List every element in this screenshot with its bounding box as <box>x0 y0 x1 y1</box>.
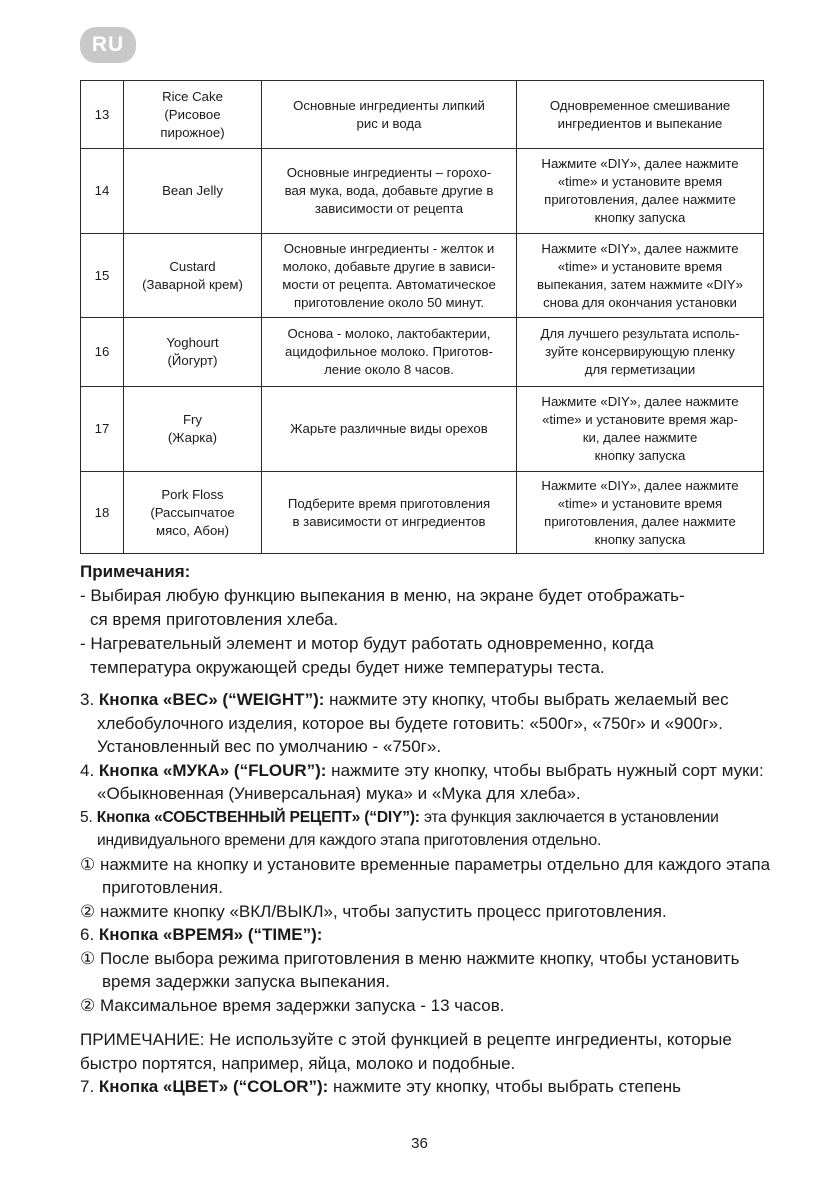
row-action: Для лучшего результата исполь- зуйте консервирующую пленку для герметизации <box>517 318 764 387</box>
row-ingredients: Основные ингредиенты липкий рис и вода <box>262 81 517 149</box>
section-number: 7. <box>80 1077 99 1096</box>
program-table <box>80 80 764 554</box>
notes-section <box>80 560 780 680</box>
row-number: 14 <box>81 149 124 234</box>
row-action: Нажмите «DIY», далее нажмите «time» и установите время жар- ки, далее нажмите кнопку запуска <box>517 387 764 472</box>
weight-button-title: Кнопка «ВЕС» (“WEIGHT”): <box>98 690 325 709</box>
section-number: 4. <box>80 760 99 780</box>
notes-title: Примечания: <box>80 562 191 581</box>
diy-step: ② нажмите кнопку «ВКЛ/ВЫКЛ», чтобы запустить процесс приготовления. <box>80 901 667 921</box>
row-number: 17 <box>81 387 124 472</box>
row-ingredients: Основные ингредиенты - желток и молоко, добавьте другие в зависи- мости от рецепта. Автоматическое приготовление около 50 минут. <box>262 234 517 318</box>
time-step: ② Максимальное время задержки запуска - 13 часов. <box>80 995 505 1015</box>
row-program-name: Bean Jelly <box>124 149 262 234</box>
note-item: - Выбирая любую функцию выпекания в меню, на экране будет отображать- ся время приготовления хлеба. <box>80 586 685 629</box>
row-program-name: Custard (Заварной крем) <box>124 234 262 318</box>
section-number: 5. <box>80 808 97 826</box>
section-number: 6. <box>80 925 99 944</box>
row-number: 15 <box>81 234 124 318</box>
row-ingredients: Жарьте различные виды орехов <box>262 387 517 472</box>
row-program-name: Yoghourt (Йогурт) <box>124 318 262 387</box>
row-program-name: Fry (Жарка) <box>124 387 262 472</box>
table-row <box>81 81 764 149</box>
table-row <box>81 472 764 554</box>
page-number: 36 <box>411 1135 428 1152</box>
note-paragraph: ПРИМЕЧАНИЕ: Не используйте с этой функцией в рецепте ингредиенты, которые быстро портятся, например, яйца, молоко и подобные. <box>80 1030 732 1073</box>
row-ingredients: Подберите время приготовления в зависимости от ингредиентов <box>262 472 517 554</box>
language-badge: RU <box>80 27 136 63</box>
table-row <box>81 387 764 472</box>
row-action: Одновременное смешивание ингредиентов и выпекание <box>517 81 764 149</box>
time-button-title: Кнопка «ВРЕМЯ» (“TIME”): <box>98 925 323 944</box>
row-program-name: Pork Floss (Рассыпчатое мясо, Абон) <box>124 472 262 554</box>
row-number: 16 <box>81 318 124 387</box>
diy-button-title: Кнопка «СОБСТВЕННЫЙ РЕЦЕПТ» (“DIY”): <box>96 808 420 826</box>
button-descriptions <box>80 688 780 1099</box>
diy-section <box>80 806 780 853</box>
row-action: Нажмите «DIY», далее нажмите «time» и установите время выпекания, затем нажмите «DIY» снова для окончания установки <box>517 234 764 318</box>
table-row <box>81 234 764 318</box>
flour-button-title: Кнопка «МУКА» (“FLOUR”): <box>98 760 327 780</box>
time-section <box>80 923 780 947</box>
row-action: Нажмите «DIY», далее нажмите «time» и установите время приготовления, далее нажмите кнопку запуска <box>517 149 764 234</box>
row-number: 18 <box>81 472 124 554</box>
color-button-title: Кнопка «ЦВЕТ» (“COLOR”): <box>98 1077 329 1096</box>
row-action: Нажмите «DIY», далее нажмите «time» и установите время приготовления, далее нажмите кнопку запуска <box>517 472 764 554</box>
table-row <box>81 149 764 234</box>
weight-text: нажмите эту кнопку, чтобы выбрать желаемый вес хлебобулочного изделия, которое вы будете готовить: «500г», «750г» и «900г». Установленный вес по умолчанию - «750г». <box>97 690 729 756</box>
weight-section <box>80 688 780 759</box>
row-ingredients: Основные ингредиенты – горохо- вая мука, вода, добавьте другие в зависимости от рецепта <box>262 149 517 234</box>
row-program-name: Rice Cake (Рисовое пирожное) <box>124 81 262 149</box>
section-number: 3. <box>80 690 99 709</box>
note-item: - Нагревательный элемент и мотор будут работать одновременно, когда температура окружающей среды будет ниже температуры теста. <box>80 634 654 677</box>
table-row <box>81 318 764 387</box>
diy-step: ① нажмите на кнопку и установите временные параметры отдельно для каждого этапа приготовления. <box>80 854 771 897</box>
diy-text: эта функция заключается в установлении индивидуального времени для каждого этапа приготовления отдельно. <box>97 808 719 849</box>
flour-text: нажмите эту кнопку, чтобы выбрать нужный сорт муки: «Обыкновенная (Универсальная) мука» и «Мука для хлеба». <box>97 760 764 803</box>
row-number: 13 <box>81 81 124 149</box>
time-step: ① После выбора режима приготовления в меню нажмите кнопку, чтобы установить время задержки запуска выпекания. <box>80 948 740 991</box>
flour-section <box>80 759 780 806</box>
color-text: нажмите эту кнопку, чтобы выбрать степень <box>328 1077 681 1096</box>
color-section <box>80 1075 780 1099</box>
row-ingredients: Основа - молоко, лактобактерии, ацидофильное молоко. Приготов- ление около 8 часов. <box>262 318 517 387</box>
program-table-body <box>81 81 764 554</box>
